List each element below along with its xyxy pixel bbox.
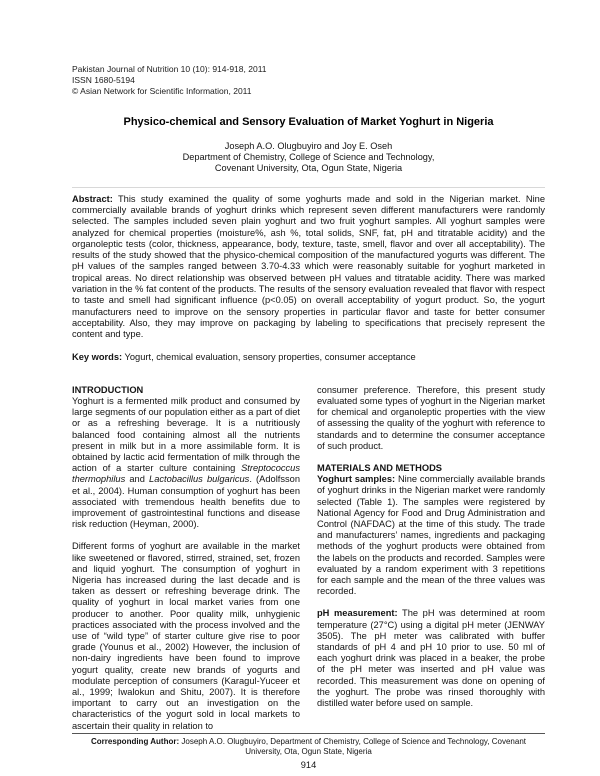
intro-continuation-paragraph: consumer preference. Therefore, this present study evaluated some types of yoghurt in the Nigerian market for chemical and organoleptic properties with the view of assessing the quality of the yoghurt with reference to standards and to determine the consumer acceptance of such product. [317, 384, 545, 451]
corresponding-author-line [72, 737, 545, 757]
intro-paragraph-1-text: Yoghurt is a fermented milk product and consumed by large segments of our population either as a part of diet or as a refreshing beverage. It is a nutritiously balanced food containing almost all the nutrients present in milk but in a more assimilable form. It is obtained by lactic acid fermentation of milk through the action of a starter culture containing [72, 395, 300, 474]
column-right [317, 385, 545, 732]
copyright-line: © Asian Network for Scientific Information, 2011 [72, 86, 252, 96]
journal-line: Pakistan Journal of Nutrition 10 (10): 914-918, 2011 [72, 64, 267, 74]
corresponding-author-label: Corresponding Author: [91, 737, 180, 746]
page-number: 914 [300, 760, 317, 770]
issn-line: ISSN 1680-5194 [72, 75, 135, 85]
abstract-text: This study examined the quality of some yoghurts made and sold in the Nigerian market. Nine commercially available brands of yoghurt drinks which represent seven different manufacturers were randomly selected. The samples included seven plain yoghurt and two fruit yoghurt samples. All yoghurt samples were analyzed for chemical properties (moisture%, ash %, total solids, SNF, fat, pH and titratable acidity) and the organoleptic tests (color, thickness, appearance, body, texture, taste, smell, flavor and over all acceptability). The results of the study showed that the physico-chemical composition of the manufactured yogurts was different. The pH values of the samples ranged between 3.70-4.33 which were reasonably suitable for yoghurt marketed in tropical areas. No direct relationship was observed between pH values and titratable acidity. There was marked variation in the % fat content of the products. The results of the sensory evaluation revealed that flavor with respect to taste and smell had significant influence (p<0.05) on overall acceptability of yogurt product. So, the yogurt manufacturers need to improve on the sensory properties in particular flavor and taste for better consumer acceptability. Also, they may improve on packaging by labeling to specifications that precisely represent the content and type. [72, 193, 545, 340]
two-column-body [72, 385, 545, 732]
ph-measurement-paragraph [317, 608, 545, 709]
affiliation-line-1: Department of Chemistry, College of Science and Technology, [182, 152, 435, 163]
keywords-text: Yogurt, chemical evaluation, sensory properties, consumer acceptance [122, 352, 416, 363]
authors-block [72, 141, 545, 175]
intro-paragraph-1 [72, 396, 300, 530]
affiliation-line-2: Covenant University, Ota, Ogun State, Nigeria [214, 163, 403, 174]
author-names: Joseph A.O. Olugbuyiro and Joy E. Oseh [224, 141, 393, 151]
ph-measurement-label: pH measurement: [317, 608, 398, 619]
section-heading-introduction: INTRODUCTION [72, 384, 144, 395]
keywords-section [72, 352, 545, 363]
species-name-1: Streptococcus thermophilus [72, 463, 300, 485]
abstract-section [72, 187, 545, 341]
column-left [72, 385, 300, 732]
yoghurt-samples-text: Nine commercially available brands of yoghurt drinks in the Nigerian market were randomly selected (Table 1). The samples were registered by National Agency for Food and Drug Administration and Control (NAFDAC) at the time of this study. The trade and manufacturers’ names, ingredients and packaging methods of the yoghurt products were obtained from the labels on the products and recorded. Samples were evaluated by a random experiment with 3 repetitions for each sample and the mean of the three values was recorded. [317, 474, 545, 597]
yoghurt-samples-label: Yoghurt samples: [317, 474, 396, 485]
keywords-label: Key words: [72, 352, 123, 363]
intro-paragraph-1-text-mid: and [125, 474, 150, 485]
species-name-2: Lactobacillus bulgaricus [149, 474, 250, 485]
ph-measurement-text: The pH was determined at room temperature (27°C) using a digital pH meter (JENWAY 3505). The pH meter was calibrated with buffer standards of pH 4 and pH 10 prior to use. 50 ml of each yoghurt drink was placed in a beaker, the probe of the pH meter was inserted and pH value was recorded. This measurement was done on opening of the yoghurt. The probe was rinsed thoroughly with distilled water before used on sample. [317, 608, 546, 709]
intro-paragraph-2: Different forms of yoghurt are available in the market like sweetened or flavored, stirred, strained, set, frozen and liquid yoghurt. The consumption of yoghurt in Nigeria has increased during the last decade and is taken as dessert or refreshing beverage drink. The quality of yoghurt in local market varies from one producer to another. Poor quality milk, unhygienic practices associated with the process involved and the use of “wild type” of starter culture give rise to poor grade (Younus et al., 2002) However, the inclusion of non-dairy ingredients have been found to improve yogurt quality, create new brands of yogurts and modulate perception of consumers (Karagul-Yuceer et al., 1999; Iwalokun and Shitu, 2007). It is therefore important to carry out an investigation on the characteristics of the yogurt sold in local markets to ascertain their quality in relation to [72, 541, 300, 731]
section-heading-materials-methods: MATERIALS AND METHODS [317, 462, 442, 473]
abstract-label: Abstract: [72, 193, 113, 204]
paper-title: Physico-chemical and Sensory Evaluation of Market Yoghurt in Nigeria [123, 116, 494, 128]
journal-header [72, 64, 545, 97]
intro-paragraph-1-text-end: . (Adolfsson et al., 2004). Human consumption of yoghurt has been associated with tremendous health benefits due to improvement of gastrointestinal functions and disease risk reduction (Heyman, 2000). [72, 474, 300, 530]
corresponding-author-text: Joseph A.O. Olugbuyiro, Department of Chemistry, College of Science and Technology, Covenant University, Ota, Ogun State, Nigeria [179, 737, 526, 756]
yoghurt-samples-paragraph [317, 474, 545, 597]
page-footer [72, 733, 545, 770]
